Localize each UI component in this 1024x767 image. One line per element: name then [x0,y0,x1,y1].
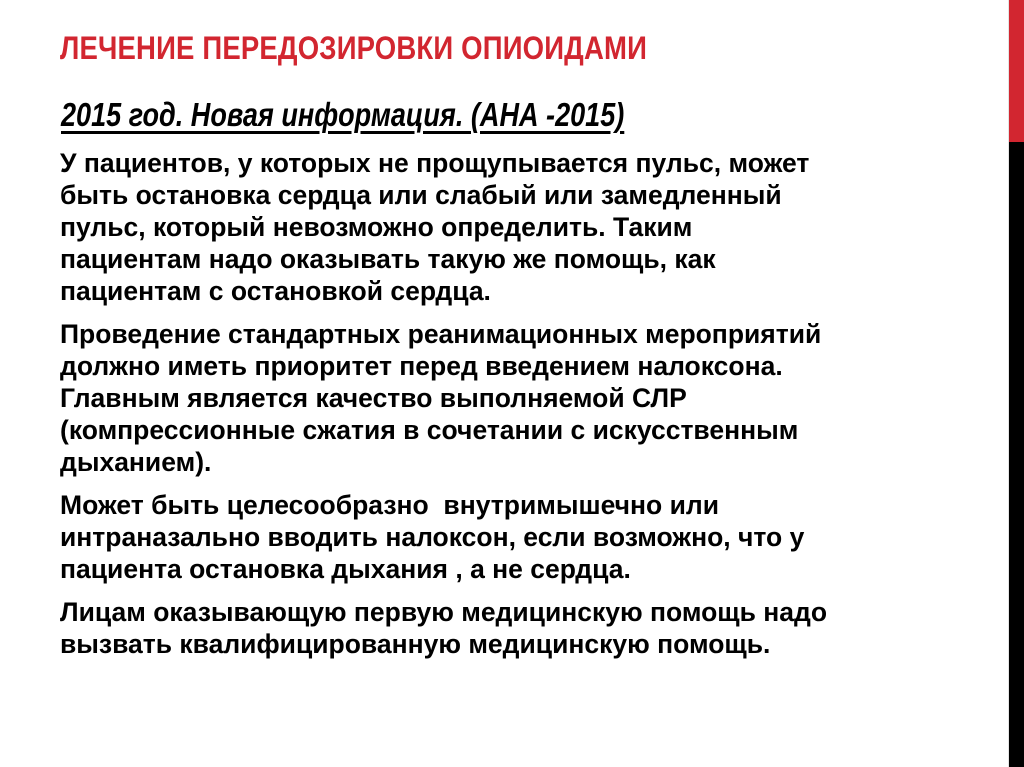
text-line: вызвать квалифицированную медицинскую помощь. [60,629,771,659]
text-line: интраназально вводить налоксон, если возможно, что у [60,522,805,552]
paragraph-pulse [60,147,960,307]
text-line: (компрессионные сжатия в сочетании с искусственным [60,415,799,445]
text-line: Лицам оказывающую первую медицинскую помощь надо [60,597,828,627]
paragraph-cpr-priority [60,318,960,478]
text-line: должно иметь приоритет перед введением налоксона. [60,351,783,381]
text-line: дыханием). [60,447,212,477]
text-line: Главным является качество выполняемой СЛР [60,383,687,413]
paragraph-naloxone-route [60,489,960,585]
paragraph-call-help [60,596,960,660]
text-line: У пациентов, у которых не прощупывается пульс, может [60,148,810,178]
text-line: Может быть целесообразно внутримышечно или [60,490,720,520]
slide-body [60,147,960,671]
text-line: пациентам с остановкой сердца. [60,276,491,306]
slide-title: ЛЕЧЕНИЕ ПЕРЕДОЗИРОВКИ ОПИОИДАМИ [60,30,648,66]
side-bar-black-segment [1009,142,1024,767]
slide-subtitle: 2015 год. Новая информация. (АНА -2015) [61,96,625,133]
text-line: пациента остановка дыхания , а не сердца. [60,554,631,584]
accent-side-bar [1009,0,1024,767]
text-line: Проведение стандартных реанимационных мероприятий [60,319,822,349]
side-bar-red-segment [1009,0,1024,142]
text-line: быть остановка сердца или слабый или замедленный [60,180,782,210]
text-line: пациентам надо оказывать такую же помощь, как [60,244,716,274]
text-line: пульс, который невозможно определить. Таким [60,212,693,242]
